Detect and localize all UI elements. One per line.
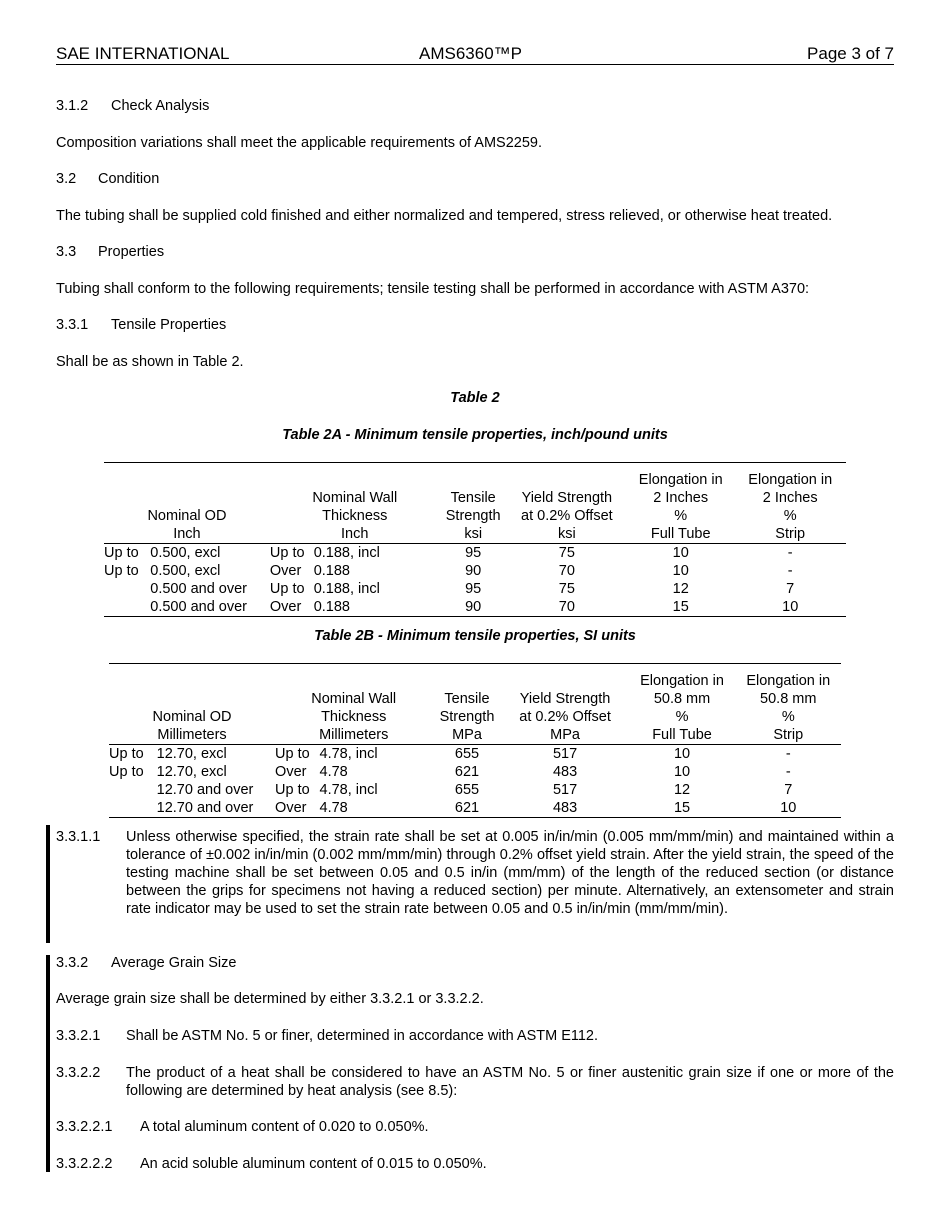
paragraph: Shall be as shown in Table 2. <box>56 354 244 370</box>
table-cell: 15 <box>627 598 734 617</box>
column-header: MPa <box>502 726 629 745</box>
table-header-row <box>104 507 846 525</box>
section-number: 3.3.2.2.1 <box>56 1119 113 1135</box>
column-header: Strength <box>439 709 495 725</box>
column-header: Tensile <box>444 691 490 707</box>
table-cell: 12.70, excl <box>156 764 227 780</box>
table-cell: 10 <box>672 545 689 561</box>
column-header: Strip <box>734 525 846 544</box>
column-header: % <box>674 508 688 524</box>
header-doc-number: AMS6360™P <box>419 44 522 63</box>
paragraph: An acid soluble aluminum content of 0.015 to 0.050%. <box>140 1156 487 1172</box>
column-header: Millimeters <box>275 726 432 745</box>
table-cell: 4.78 <box>320 799 433 818</box>
column-header <box>109 690 275 708</box>
column-header <box>270 471 440 489</box>
table-cell: 0.188 <box>313 563 350 579</box>
change-bar <box>46 955 50 1172</box>
section-number: 3.1.2 <box>56 98 89 114</box>
column-header: Thickness <box>322 508 388 524</box>
section-title: Average Grain Size <box>111 955 237 971</box>
section-number: 3.3.1 <box>56 317 89 333</box>
table-row <box>109 745 841 764</box>
paragraph: Tubing shall conform to the following requirements; tensile testing shall be performed in accordance with ASTM A370: <box>56 281 810 297</box>
column-header: Elongation in <box>746 673 831 689</box>
column-header: MPa <box>432 726 501 745</box>
table-title: Table 2 <box>450 390 500 406</box>
table-cell: 483 <box>502 799 629 818</box>
paragraph: The product of a heat shall be considered to have an ASTM No. 5 or finer austenitic grain size if one or more of the following are determined by heat analysis (see 8.5): <box>126 1065 894 1099</box>
table-cell: 517 <box>552 746 578 762</box>
column-header: Elongation in <box>748 472 833 488</box>
table-cell: - <box>785 746 791 762</box>
section-number: 3.3 <box>56 244 77 260</box>
table-cell: 70 <box>558 563 575 579</box>
table-cell: 70 <box>507 598 627 617</box>
column-header <box>104 471 270 489</box>
column-header: Full Tube <box>629 726 736 745</box>
table-cell: 0.500 and over <box>150 581 248 597</box>
table-cell: 95 <box>465 581 482 597</box>
table-cell: 0.188, incl <box>313 581 380 597</box>
table-cell: 4.78, incl <box>319 746 378 762</box>
table-2b <box>109 663 841 818</box>
table-cell: Up to <box>269 545 305 561</box>
column-header: at 0.2% Offset <box>521 508 613 524</box>
table-cell: 517 <box>552 782 578 798</box>
table-cell: Over <box>269 563 302 579</box>
table-cell: 10 <box>736 799 841 818</box>
change-bar <box>46 825 50 943</box>
table-cell: - <box>785 764 791 780</box>
table-cell: Up to <box>109 764 144 780</box>
column-header <box>440 471 507 489</box>
column-header <box>507 471 627 489</box>
column-header <box>275 672 432 690</box>
paragraph: The tubing shall be supplied cold finished and either normalized and tempered, stress relieved, or otherwise heat treated. <box>56 208 833 224</box>
table-cell: Over <box>275 799 319 818</box>
paragraph: Composition variations shall meet the applicable requirements of AMS2259. <box>56 135 543 151</box>
table-header-row <box>104 471 846 489</box>
table-row <box>104 598 846 617</box>
column-header: % <box>781 709 795 725</box>
table-cell: 0.500 and over <box>150 598 270 617</box>
section-title: Check Analysis <box>111 98 210 114</box>
section-number: 3.3.2.2.2 <box>56 1156 113 1172</box>
table-cell: 15 <box>629 799 736 818</box>
table-cell: 90 <box>465 563 482 579</box>
column-header: Elongation in <box>640 673 724 689</box>
table-header-row <box>109 726 841 745</box>
section-number: 3.2 <box>56 171 77 187</box>
table-cell: 621 <box>432 799 501 818</box>
table-cell: Over <box>270 598 314 617</box>
column-header: Nominal Wall <box>311 691 397 707</box>
column-header <box>109 672 275 690</box>
table-header-row <box>104 489 846 507</box>
column-header: Nominal OD <box>147 508 227 524</box>
table-cell: 0.188, incl <box>313 545 380 561</box>
table-cell: 7 <box>786 581 795 597</box>
column-header: Elongation in <box>638 472 723 488</box>
table-cell: 0.500, excl <box>150 563 221 579</box>
paragraph: A total aluminum content of 0.020 to 0.050%. <box>140 1119 429 1135</box>
section-title: Tensile Properties <box>111 317 227 333</box>
table-cell: Up to <box>104 545 139 561</box>
table-header-row <box>104 525 846 544</box>
table-row <box>104 562 846 580</box>
table-cell: Up to <box>104 563 139 579</box>
column-header: ksi <box>440 525 507 544</box>
table-cell: 4.78 <box>319 764 348 780</box>
column-header: % <box>783 508 797 524</box>
table-2a-caption: Table 2A - Minimum tensile properties, inch/pound units <box>282 427 668 443</box>
column-header: Inch <box>270 525 440 544</box>
table-cell: 655 <box>454 782 480 798</box>
column-header: Nominal OD <box>152 709 232 725</box>
table-row <box>104 544 846 563</box>
table-cell: 483 <box>552 764 578 780</box>
table-cell: 12.70 and over <box>157 799 275 818</box>
section-number: 3.3.2 <box>56 955 89 971</box>
table-cell: 95 <box>465 545 482 561</box>
paragraph: Unless otherwise specified, the strain rate shall be set at 0.005 in/in/min (0.005 mm/mm/min) and maintained within a tolerance of ±0.002 in/in/min (0.002 mm/mm/min) through 0.2% offset yield strain. After the yield strain, the speed of the testing machine shall be set between 0.05 and 0.5 in/in (mm/mm) of the length of the reduced section (or distance between the grips for specimens not having a reduced section) per minute. Alternatively, an extensometer and strain rate indicator may be used to set the strain rate between 0.05 and 0.5 in/in/min (mm/mm/min). <box>126 829 894 917</box>
table-cell: 10 <box>673 746 691 762</box>
column-header: Strip <box>736 726 841 745</box>
column-header: 2 Inches <box>653 490 709 506</box>
column-header <box>104 489 270 507</box>
column-header: 50.8 mm <box>760 691 817 707</box>
table-cell <box>104 598 150 617</box>
table-cell: Up to <box>109 746 144 762</box>
column-header: Millimeters <box>109 726 275 745</box>
header-org: SAE INTERNATIONAL <box>56 44 230 63</box>
paragraph: Shall be ASTM No. 5 or finer, determined in accordance with ASTM E112. <box>126 1028 599 1044</box>
table-cell: 75 <box>558 545 575 561</box>
column-header: 50.8 mm <box>653 691 711 707</box>
column-header: Yield Strength <box>521 490 613 506</box>
table-cell: 0.500, excl <box>150 545 221 561</box>
table-cell: 655 <box>454 746 480 762</box>
section-title: Properties <box>98 244 165 260</box>
table-cell: 12.70, excl <box>156 746 227 762</box>
section-number: 3.3.2.2 <box>56 1065 101 1081</box>
table-2b-caption: Table 2B - Minimum tensile properties, SI units <box>314 628 636 644</box>
column-header: Full Tube <box>627 525 734 544</box>
header-page-number: Page 3 of 7 <box>807 44 894 63</box>
table-cell: Up to <box>269 581 305 597</box>
table-cell: 0.188 <box>314 598 440 617</box>
table-cell: 90 <box>440 598 507 617</box>
column-header: at 0.2% Offset <box>519 709 611 725</box>
column-header <box>432 672 501 690</box>
table-cell: 7 <box>784 782 793 798</box>
section-title: Condition <box>98 171 160 187</box>
table-cell <box>109 799 157 818</box>
table-header-row <box>109 708 841 726</box>
section-number: 3.3.2.1 <box>56 1028 101 1044</box>
column-header: Tensile <box>450 490 496 506</box>
header-rule <box>56 64 894 65</box>
column-header: Strength <box>445 508 501 524</box>
section-number: 3.3.1.1 <box>56 829 101 845</box>
column-header: % <box>675 709 689 725</box>
table-cell: Up to <box>275 746 310 762</box>
column-header: Yield Strength <box>519 691 611 707</box>
table-row <box>109 799 841 818</box>
table-cell: - <box>787 563 793 579</box>
table-cell <box>104 580 150 598</box>
paragraph: Average grain size shall be determined by either 3.3.2.1 or 3.3.2.2. <box>56 991 484 1007</box>
table-row <box>104 580 846 598</box>
table-cell: 10 <box>734 598 846 617</box>
column-header: Inch <box>104 525 270 544</box>
table-cell: 4.78, incl <box>319 782 378 798</box>
table-cell <box>109 781 157 799</box>
table-cell: 10 <box>672 563 689 579</box>
table-row <box>109 763 841 781</box>
table-cell: Over <box>275 764 307 780</box>
table-header-row <box>109 690 841 708</box>
table-header-row <box>109 672 841 690</box>
column-header: 2 Inches <box>762 490 818 506</box>
column-header <box>502 672 629 690</box>
table-2a <box>104 462 846 617</box>
table-row <box>109 781 841 799</box>
table-cell: 75 <box>558 581 575 597</box>
column-header: Nominal Wall <box>312 490 398 506</box>
table-cell: 10 <box>673 764 691 780</box>
table-cell: 12 <box>673 782 691 798</box>
column-header: ksi <box>507 525 627 544</box>
table-cell: 12.70 and over <box>156 782 254 798</box>
column-header: Thickness <box>321 709 387 725</box>
table-cell: 12 <box>672 581 689 597</box>
table-cell: - <box>787 545 793 561</box>
table-cell: 621 <box>454 764 480 780</box>
table-cell: Up to <box>275 782 310 798</box>
